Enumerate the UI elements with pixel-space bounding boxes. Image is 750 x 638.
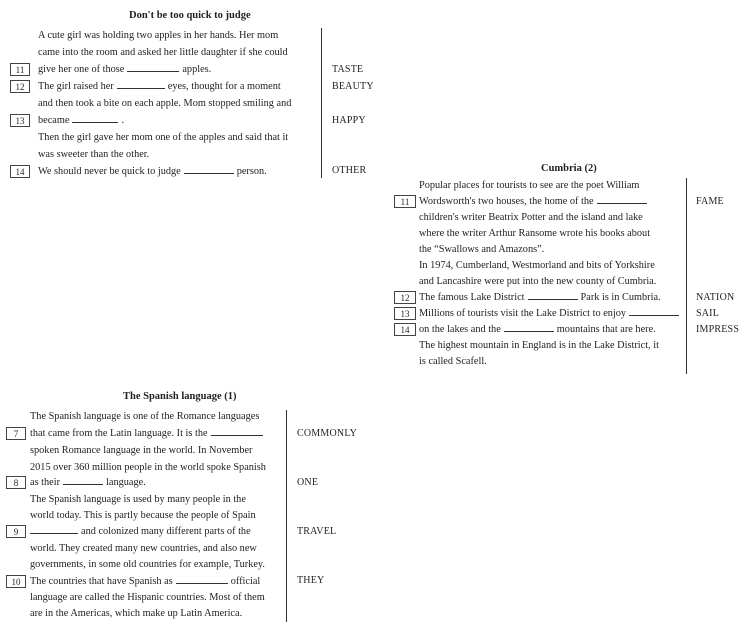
question-number: 9: [6, 525, 26, 538]
question-number: 14: [10, 165, 30, 178]
text-fragment: became: [38, 115, 70, 126]
text-line: Popular places for tourists to see are the poet William: [419, 180, 640, 191]
text-fragment: that came from the Latin language. It is the: [30, 428, 208, 439]
text-line: [30, 573, 260, 590]
question-number: 12: [394, 291, 416, 304]
divider: [286, 410, 287, 622]
text-fragment: give her one of those: [38, 64, 125, 75]
text-line: 2015 over 360 million people in the world spoke Spanish: [30, 462, 266, 473]
text-line: Then the girl gave her mom one of the apples and said that it: [38, 132, 289, 143]
text-line: [30, 474, 146, 491]
text-line: A cute girl was holding two apples in her hands. Her mom: [38, 30, 279, 41]
answer-blank[interactable]: [504, 322, 554, 332]
key-word: HAPPY: [332, 115, 366, 126]
text-fragment: The famous Lake District: [419, 292, 525, 303]
key-word: IMPRESS: [696, 324, 740, 335]
answer-blank[interactable]: [184, 164, 234, 174]
question-number: 10: [6, 575, 26, 588]
text-line: world. They created many new countries, and also new: [30, 543, 257, 554]
text-line: children's writer Beatrix Potter and the island and lake: [419, 212, 643, 223]
key-word: ONE: [297, 477, 319, 488]
text-line: the “Swallows and Amazons”.: [419, 244, 545, 255]
text-fragment: official: [230, 576, 261, 587]
text-line: [38, 163, 267, 180]
section-title: Cumbria (2): [541, 163, 597, 174]
text-fragment: We should never be quick to judge: [38, 166, 181, 177]
key-word: TASTE: [332, 64, 364, 75]
text-line: [30, 425, 266, 442]
text-line: [419, 193, 650, 210]
question-number: 12: [10, 80, 30, 93]
text-line: are in the Americas, which make up Latin America.: [30, 608, 243, 619]
text-fragment: eyes, thought for a moment: [167, 81, 281, 92]
key-word: TRAVEL: [297, 526, 337, 537]
question-number: 7: [6, 427, 26, 440]
key-word: BEAUTY: [332, 81, 374, 92]
question-number: 13: [10, 114, 30, 127]
text-line: [419, 305, 682, 322]
answer-blank[interactable]: [176, 574, 228, 584]
text-line: The Spanish language is used by many people in the: [30, 494, 246, 505]
answer-blank[interactable]: [63, 475, 103, 485]
text-fragment: apples.: [182, 64, 212, 75]
text-line: and then took a bite on each apple. Mom stopped smiling and: [38, 98, 292, 109]
key-word: NATION: [696, 292, 735, 303]
answer-blank[interactable]: [127, 62, 179, 72]
text-fragment: The countries that have Spanish as: [30, 576, 173, 587]
text-line: [38, 78, 281, 95]
text-line: [419, 321, 656, 338]
answer-blank[interactable]: [72, 113, 118, 123]
section-title: The Spanish language (1): [123, 391, 237, 402]
key-word: FAME: [696, 196, 724, 207]
key-word: OTHER: [332, 165, 367, 176]
text-fragment: .: [121, 115, 125, 126]
divider: [686, 178, 687, 374]
answer-blank[interactable]: [117, 79, 165, 89]
answer-blank[interactable]: [528, 290, 578, 300]
text-line: [30, 523, 251, 540]
text-fragment: Park is in Cumbria.: [580, 292, 661, 303]
text-line: where the writer Arthur Ransome wrote his books about: [419, 228, 651, 239]
text-line: [38, 61, 211, 78]
text-fragment: Millions of tourists visit the Lake District to enjoy: [419, 308, 627, 319]
text-fragment: on the lakes and the: [419, 324, 501, 335]
text-fragment: mountains that are here.: [556, 324, 656, 335]
text-fragment: person.: [236, 166, 267, 177]
text-fragment: The girl raised her: [38, 81, 114, 92]
text-line: world today. This is partly because the people of Spain: [30, 510, 256, 521]
text-fragment: as their: [30, 477, 61, 488]
text-line: [419, 289, 661, 306]
question-number: 14: [394, 323, 416, 336]
question-number: 13: [394, 307, 416, 320]
question-number: 11: [10, 63, 30, 76]
question-number: 11: [394, 195, 416, 208]
text-line: was sweeter than the other.: [38, 149, 150, 160]
text-fragment: Wordsworth's two houses, the home of the: [419, 196, 594, 207]
text-line: and Lancashire were put into the new county of Cumbria.: [419, 276, 657, 287]
section-title: Don't be too quick to judge: [129, 10, 251, 21]
answer-blank[interactable]: [597, 194, 647, 204]
answer-blank[interactable]: [211, 426, 263, 436]
key-word: SAIL: [696, 308, 720, 319]
text-line: language are called the Hispanic countries. Most of them: [30, 592, 265, 603]
text-line: is called Scafell.: [419, 356, 487, 367]
divider: [321, 28, 322, 178]
answer-blank[interactable]: [629, 306, 679, 316]
key-word: THEY: [297, 575, 325, 586]
text-fragment: language.: [106, 477, 146, 488]
text-line: The Spanish language is one of the Romance languages: [30, 411, 260, 422]
text-line: governments, in some old countries for example, Turkey.: [30, 559, 265, 570]
text-line: came into the room and asked her little daughter if she could: [38, 47, 288, 58]
text-line: [38, 112, 124, 129]
text-line: spoken Romance language in the world. In November: [30, 445, 253, 456]
key-word: COMMONLY: [297, 428, 358, 439]
text-line: In 1974, Cumberland, Westmorland and bits of Yorkshire: [419, 260, 655, 271]
answer-blank[interactable]: [30, 524, 78, 534]
question-number: 8: [6, 476, 26, 489]
text-line: The highest mountain in England is in the Lake District, it: [419, 340, 659, 351]
text-fragment: and colonized many different parts of the: [81, 526, 251, 537]
